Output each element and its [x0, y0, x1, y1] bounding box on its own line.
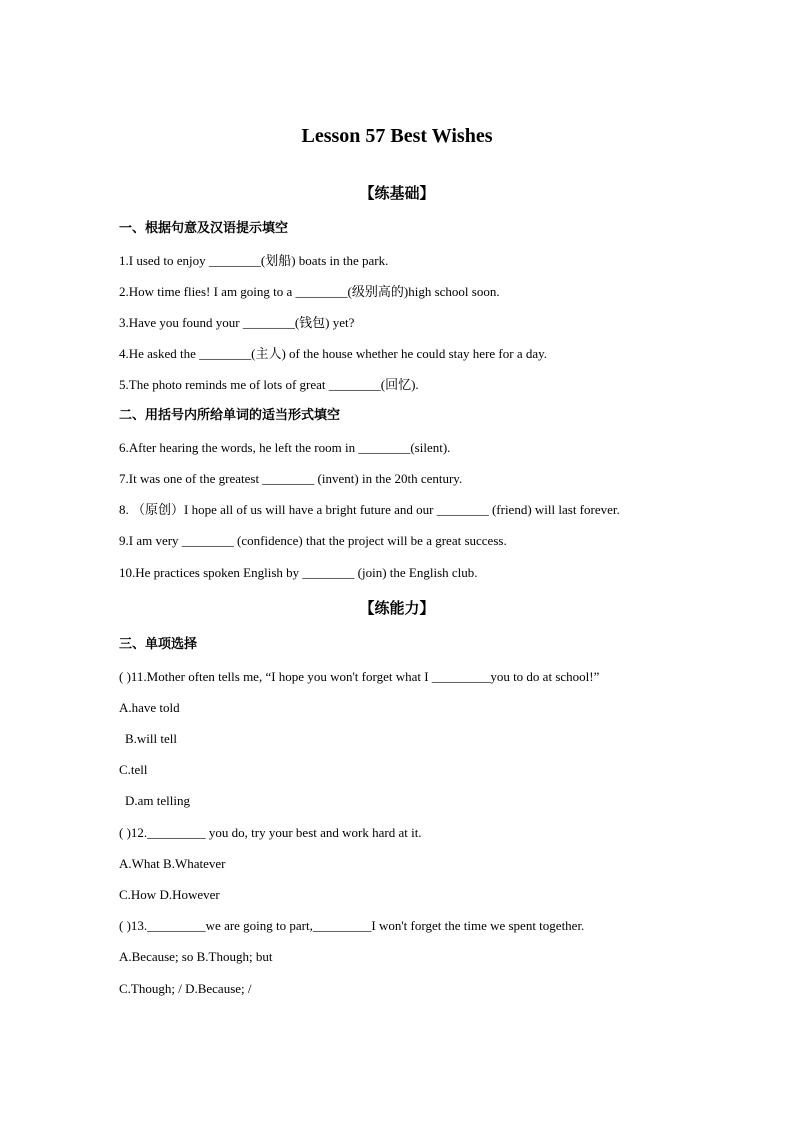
question-12-options-cd: C.How D.However: [119, 887, 220, 902]
question-9: 9.I am very ________ (confidence) that the project will be a great success.: [119, 533, 507, 548]
part-heading-multiple-choice: 三、单项选择: [119, 637, 198, 652]
section-heading-basics: 【练基础】: [359, 184, 435, 202]
page-title: Lesson 57 Best Wishes: [301, 125, 493, 147]
question-13: ( )13._________we are going to part,_________I won't forget the time we spent together.: [119, 918, 585, 933]
question-3: 3.Have you found your ________(钱包) yet?: [119, 315, 355, 330]
question-12-options-ab: A.What B.Whatever: [119, 856, 226, 871]
question-11-option-c: C.tell: [119, 762, 148, 777]
question-12: ( )12._________ you do, try your best and work hard at it.: [119, 825, 422, 840]
question-10: 10.He practices spoken English by ________ (join) the English club.: [119, 565, 478, 580]
question-5: 5.The photo reminds me of lots of great ________(回忆).: [119, 377, 419, 392]
part-heading-fill-blanks-chinese: 一、根据句意及汉语提示填空: [119, 221, 289, 236]
question-6: 6.After hearing the words, he left the room in ________(silent).: [119, 440, 451, 455]
question-8: 8. （原创）I hope all of us will have a bright future and our ________ (friend) will last forever.: [119, 502, 620, 517]
question-7: 7.It was one of the greatest ________ (invent) in the 20th century.: [119, 471, 463, 486]
part-heading-word-forms: 二、用括号内所给单词的适当形式填空: [119, 408, 341, 423]
question-11-option-b: B.will tell: [125, 731, 177, 746]
question-11-option-a: A.have told: [119, 700, 180, 715]
question-11: ( )11.Mother often tells me, “I hope you won't forget what I _________you to do at school!”: [119, 669, 600, 684]
question-2: 2.How time flies! I am going to a ________(级别高的)high school soon.: [119, 284, 500, 299]
question-4: 4.He asked the ________(主人) of the house whether he could stay here for a day.: [119, 346, 548, 361]
question-13-options-cd: C.Though; / D.Because; /: [119, 981, 252, 996]
section-heading-ability: 【练能力】: [359, 599, 435, 617]
question-11-option-d: D.am telling: [125, 793, 190, 808]
question-13-options-ab: A.Because; so B.Though; but: [119, 949, 273, 964]
question-1: 1.I used to enjoy ________(划船) boats in the park.: [119, 253, 389, 268]
